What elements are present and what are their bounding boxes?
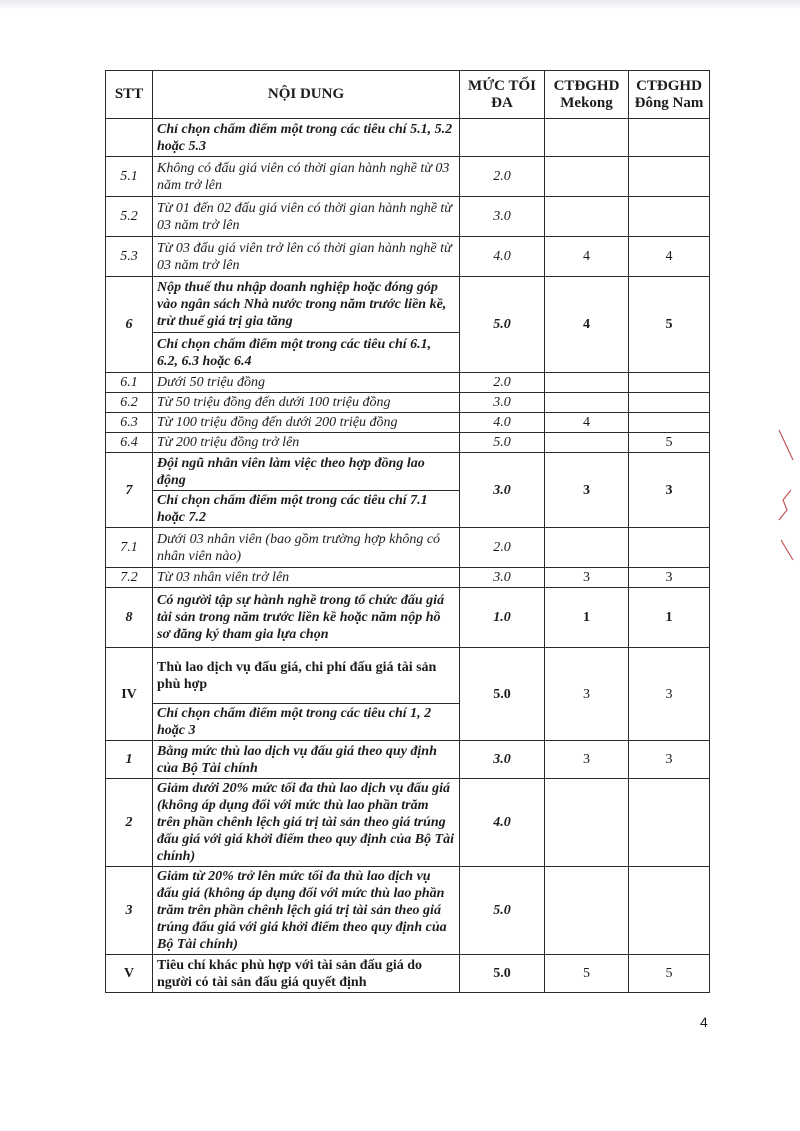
dongnam-cell	[629, 373, 710, 393]
content-cell: Từ 200 triệu đồng trở lên	[153, 433, 460, 453]
mekong-cell: 5	[545, 955, 629, 993]
mekong-cell	[545, 867, 629, 955]
dongnam-cell	[629, 197, 710, 237]
dongnam-cell: 3	[629, 453, 710, 528]
max-cell: 3.0	[460, 453, 545, 528]
max-cell: 2.0	[460, 373, 545, 393]
max-cell: 4.0	[460, 237, 545, 277]
table-row	[106, 955, 710, 993]
stt-cell: IV	[106, 648, 153, 741]
max-cell: 4.0	[460, 779, 545, 867]
dongnam-cell	[629, 779, 710, 867]
content-subcell: Chỉ chọn chấm điểm một trong các tiêu chí 6.1, 6.2, 6.3 hoặc 6.4	[153, 333, 460, 373]
stt-cell: 7	[106, 453, 153, 528]
table-row	[106, 568, 710, 588]
content-subcell: Chỉ chọn chấm điểm một trong các tiêu chí 7.1 hoặc 7.2	[153, 491, 460, 528]
max-cell	[460, 119, 545, 157]
max-cell: 5.0	[460, 433, 545, 453]
max-cell: 2.0	[460, 157, 545, 197]
table-row	[106, 867, 710, 955]
stt-cell: 5.2	[106, 197, 153, 237]
dongnam-cell	[629, 528, 710, 568]
table-row	[106, 433, 710, 453]
content-cell: Dưới 50 triệu đồng	[153, 373, 460, 393]
mekong-cell: 4	[545, 413, 629, 433]
dongnam-cell	[629, 867, 710, 955]
stt-cell: 3	[106, 867, 153, 955]
stt-cell: 8	[106, 588, 153, 648]
content-cell: Tiêu chí khác phù hợp với tài sản đấu giá do người có tài sản đấu giá quyết định	[153, 955, 460, 993]
stt-cell: 5.1	[106, 157, 153, 197]
dongnam-cell	[629, 119, 710, 157]
content-cell: Từ 03 đấu giá viên trở lên có thời gian hành nghề từ 03 năm trở lên	[153, 237, 460, 277]
table-row	[106, 373, 710, 393]
dongnam-cell: 3	[629, 568, 710, 588]
max-cell: 5.0	[460, 277, 545, 373]
content-cell: Từ 100 triệu đồng đến dưới 200 triệu đồng	[153, 413, 460, 433]
content-cell: Từ 01 đến 02 đấu giá viên có thời gian hành nghề từ 03 năm trở lên	[153, 197, 460, 237]
content-cell: Từ 03 nhân viên trở lên	[153, 568, 460, 588]
dongnam-cell: 4	[629, 237, 710, 277]
dongnam-cell: 1	[629, 588, 710, 648]
table-row	[106, 741, 710, 779]
mekong-cell: 3	[545, 741, 629, 779]
max-cell: 3.0	[460, 568, 545, 588]
mekong-cell: 3	[545, 568, 629, 588]
mekong-cell: 3	[545, 648, 629, 741]
content-cell: Nộp thuế thu nhập doanh nghiệp hoặc đóng góp vào ngân sách Nhà nước trong năm trước liền kề, trừ thuế giá trị gia tăng	[153, 277, 460, 333]
dongnam-cell: 5	[629, 955, 710, 993]
stt-cell: 7.2	[106, 568, 153, 588]
table-row	[106, 453, 710, 491]
criteria-table	[105, 70, 710, 993]
header-stt: STT	[106, 71, 153, 119]
mekong-cell: 4	[545, 277, 629, 373]
mekong-cell: 4	[545, 237, 629, 277]
stamp-edge-mark	[775, 420, 799, 570]
stt-cell: 5.3	[106, 237, 153, 277]
stt-cell: 1	[106, 741, 153, 779]
stt-cell: 6	[106, 277, 153, 373]
dongnam-cell: 3	[629, 648, 710, 741]
stt-cell	[106, 119, 153, 157]
table-row	[106, 157, 710, 197]
mekong-cell	[545, 197, 629, 237]
max-cell: 5.0	[460, 648, 545, 741]
table-row	[106, 648, 710, 704]
stt-cell: 6.3	[106, 413, 153, 433]
dongnam-cell: 5	[629, 433, 710, 453]
header-mekong: CTĐGHD Mekong	[545, 71, 629, 119]
table-row	[106, 413, 710, 433]
table-header-row	[106, 71, 710, 119]
table-row	[106, 237, 710, 277]
scan-top-edge	[0, 0, 800, 10]
mekong-cell	[545, 393, 629, 413]
mekong-cell	[545, 528, 629, 568]
dongnam-cell	[629, 413, 710, 433]
table-row	[106, 197, 710, 237]
dongnam-cell	[629, 157, 710, 197]
table-row	[106, 277, 710, 333]
mekong-cell	[545, 779, 629, 867]
content-cell: Bằng mức thù lao dịch vụ đấu giá theo quy định của Bộ Tài chính	[153, 741, 460, 779]
header-max-score: MỨC TỐI ĐA	[460, 71, 545, 119]
stt-cell: V	[106, 955, 153, 993]
stt-cell: 7.1	[106, 528, 153, 568]
header-content: NỘI DUNG	[153, 71, 460, 119]
table-row	[106, 393, 710, 413]
max-cell: 2.0	[460, 528, 545, 568]
table-row	[106, 588, 710, 648]
stt-cell: 6.4	[106, 433, 153, 453]
content-subcell: Chỉ chọn chấm điểm một trong các tiêu chí 1, 2 hoặc 3	[153, 704, 460, 741]
dongnam-cell	[629, 393, 710, 413]
stt-cell: 6.1	[106, 373, 153, 393]
max-cell: 3.0	[460, 741, 545, 779]
dongnam-cell: 5	[629, 277, 710, 373]
content-cell: Có người tập sự hành nghề trong tổ chức đấu giá tài sản trong năm trước liền kề hoặc năm nộp hồ sơ đăng ký tham gia lựa chọn	[153, 588, 460, 648]
max-cell: 3.0	[460, 197, 545, 237]
mekong-cell	[545, 119, 629, 157]
max-cell: 3.0	[460, 393, 545, 413]
max-cell: 5.0	[460, 867, 545, 955]
content-cell: Đội ngũ nhân viên làm việc theo hợp đồng lao động	[153, 453, 460, 491]
header-dongnam: CTĐGHD Đông Nam	[629, 71, 710, 119]
mekong-cell: 3	[545, 453, 629, 528]
max-cell: 1.0	[460, 588, 545, 648]
content-cell: Từ 50 triệu đồng đến dưới 100 triệu đồng	[153, 393, 460, 413]
mekong-cell: 1	[545, 588, 629, 648]
stt-cell: 6.2	[106, 393, 153, 413]
content-cell: Giảm dưới 20% mức tối đa thù lao dịch vụ đấu giá (không áp dụng đối với mức thù lao phần trăm trên phần chênh lệch giá trị tài sản theo giá trúng đấu giá với giá khởi điểm theo quy định của Bộ Tài chính)	[153, 779, 460, 867]
page-number: 4	[700, 1014, 708, 1030]
content-cell: Giảm từ 20% trở lên mức tối đa thù lao dịch vụ đấu giá (không áp dụng đối với mức thù lao phần trăm trên phần chênh lệch giá trị tài sản theo giá trúng đấu giá với giá khởi điểm theo quy định của Bộ Tài chính)	[153, 867, 460, 955]
table-row	[106, 779, 710, 867]
stt-cell: 2	[106, 779, 153, 867]
mekong-cell	[545, 157, 629, 197]
mekong-cell	[545, 373, 629, 393]
content-cell: Dưới 03 nhân viên (bao gồm trường hợp không có nhân viên nào)	[153, 528, 460, 568]
content-cell: Không có đấu giá viên có thời gian hành nghề từ 03 năm trở lên	[153, 157, 460, 197]
max-cell: 4.0	[460, 413, 545, 433]
table-row	[106, 528, 710, 568]
dongnam-cell: 3	[629, 741, 710, 779]
max-cell: 5.0	[460, 955, 545, 993]
content-cell: Thù lao dịch vụ đấu giá, chi phí đấu giá tài sản phù hợp	[153, 648, 460, 704]
mekong-cell	[545, 433, 629, 453]
table-row	[106, 119, 710, 157]
content-cell: Chỉ chọn chấm điểm một trong các tiêu chí 5.1, 5.2 hoặc 5.3	[153, 119, 460, 157]
